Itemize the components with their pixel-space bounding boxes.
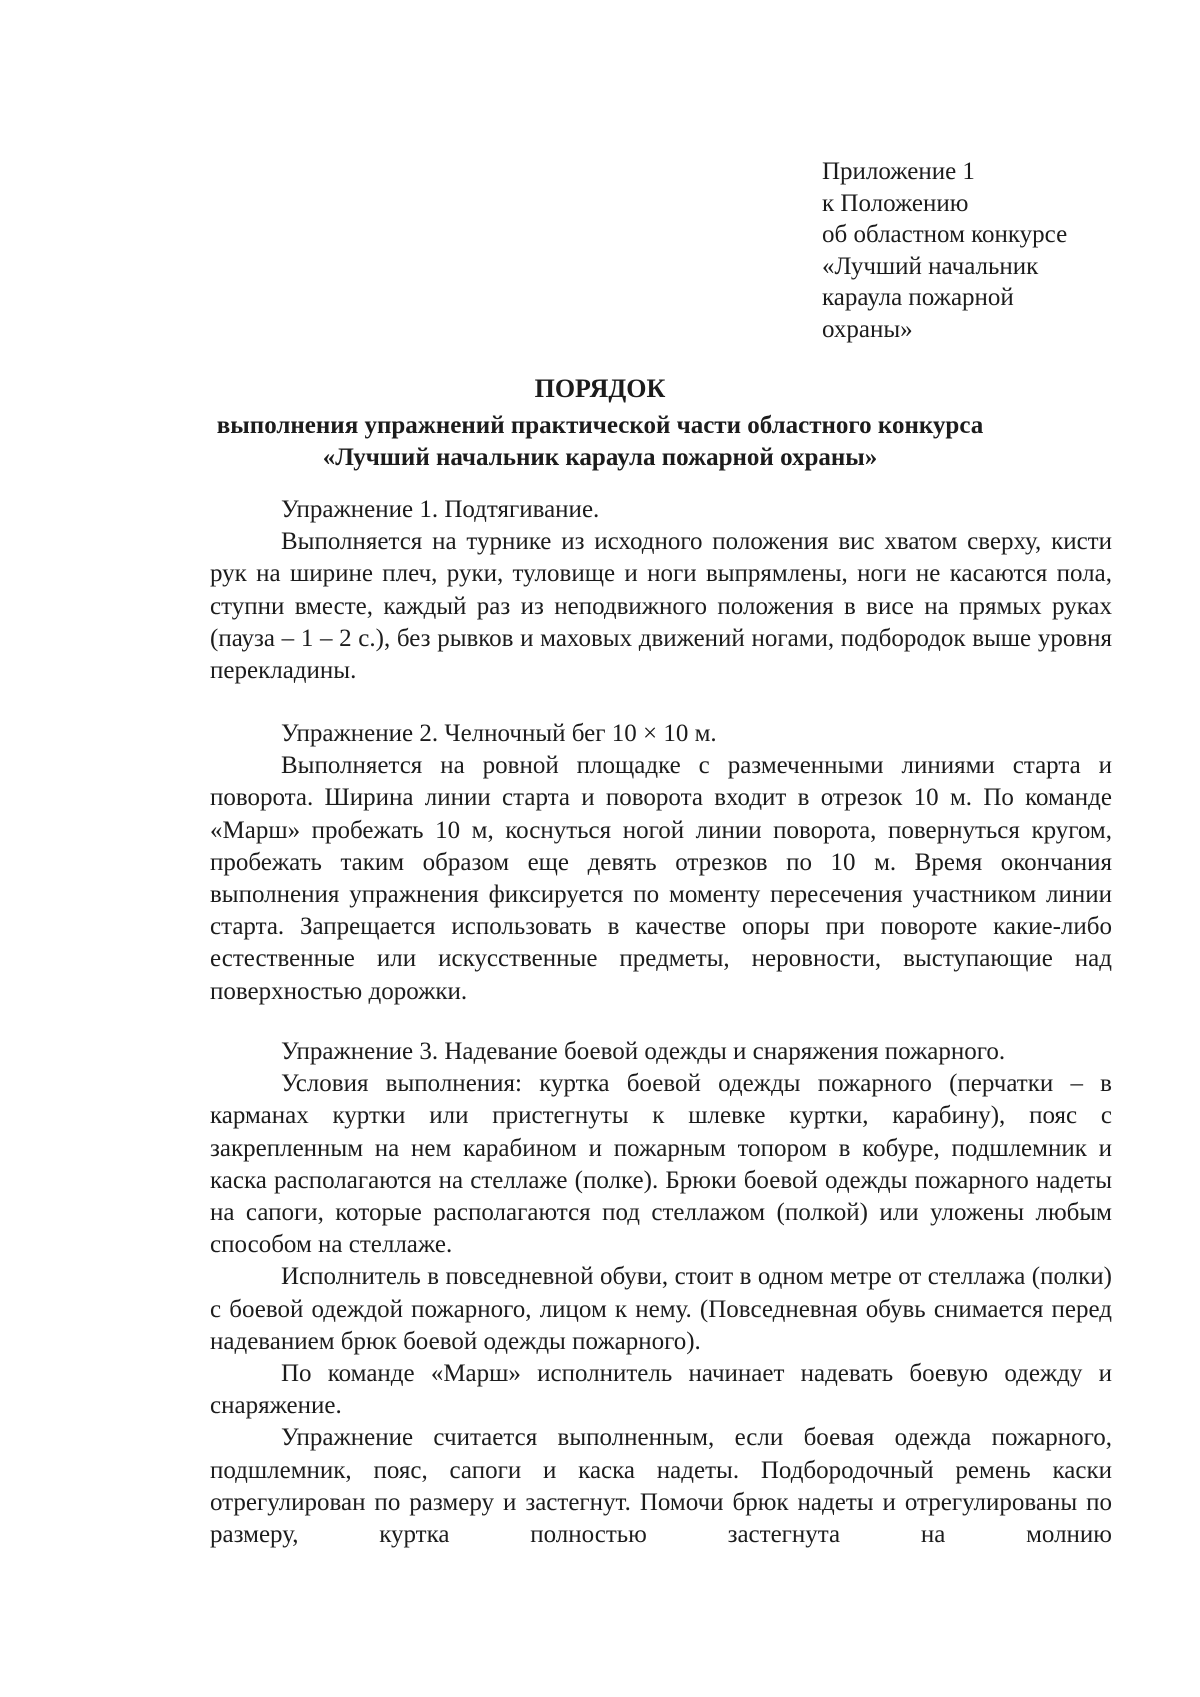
appendix-line: Приложение 1 [822, 158, 975, 185]
exercise-3-section [210, 1036, 1112, 1551]
appendix-line: охраны» [822, 315, 913, 343]
exercise-1-heading: Упражнение 1. Подтягивание. [281, 496, 600, 523]
exercise-3-paragraph: По команде «Марш» исполнитель начинает надевать боевую одежду и снаряжение. [210, 1360, 1112, 1420]
exercise-2-paragraph: Выполняется на ровной площадке с размеченными линиями старта и поворота. Ширина линии старта и поворота входит в отрезок 10 м. По команде «Марш» пробежать 10 м, коснуться ногой линии поворота, повернуться кругом, пробежать таким образом еще девять отрезков по 10 м. Время окончания выполнения упражнения фиксируется по моменту пересечения участником линии старта. Запрещается использовать в качестве опоры при повороте какие-либо естественные или искусственные предметы, неровности, выступающие над поверхностью дорожки. [210, 752, 1112, 1005]
exercise-3-heading: Упражнение 3. Надевание боевой одежды и снаряжения пожарного. [281, 1038, 1006, 1065]
document-subtitle: выполнения упражнений практической части областного конкурса [216, 412, 984, 439]
appendix-note [822, 156, 1152, 345]
exercise-1-section [210, 494, 1112, 687]
appendix-line: караула пожарной [822, 284, 1014, 311]
document-subtitle-contest: «Лучший начальник караула пожарной охраны» [322, 444, 878, 471]
appendix-line: к Положению [822, 189, 969, 217]
exercise-1-paragraph: Выполняется на турнике из исходного положения вис хватом сверху, кисти рук на ширине плеч, руки, туловище и ноги выпрямлены, ноги не касаются пола, ступни вместе, каждый раз из неподвижного положения в висе на прямых руках (пауза – 1 – 2 с.), без рывков и маховых движений ногами, подбородок выше уровня перекладины. [210, 528, 1112, 685]
exercise-3-paragraph: Условия выполнения: куртка боевой одежды пожарного (перчатки – в карманах куртки или пристегнуты к шлевке куртки, карабину), пояс с закрепленным на нем карабином и пожарным топором в кобуре, подшлемник и каска располагаются на стеллаже (полке). Брюки боевой одежды пожарного надеты на сапоги, которые располагаются под стеллажом (полкой) или уложены любым способом на стеллаже. [210, 1070, 1112, 1259]
exercise-2-heading: Упражнение 2. Челночный бег 10 × 10 м. [281, 720, 717, 747]
exercise-3-paragraph: Упражнение считается выполненным, если боевая одежда пожарного, подшлемник, пояс, сапоги и каска надеты. Подбородочный ремень каски отрегулирован по размеру и застегнут. Помочи брюк надеты и отрегулированы по размеру, куртка полностью застегнута на молнию [210, 1424, 1112, 1549]
appendix-line: «Лучший начальник [822, 252, 1039, 280]
exercise-3-paragraph: Исполнитель в повседневной обуви, стоит в одном метре от стеллажа (полки) с боевой одеждой пожарного, лицом к нему. (Повседневная обувь снимается перед надеванием брюк боевой одежды пожарного). [210, 1263, 1112, 1355]
exercise-2-section [210, 718, 1112, 1008]
document-title: ПОРЯДОК [534, 374, 666, 403]
appendix-line: об областном конкурсе [822, 221, 1068, 248]
